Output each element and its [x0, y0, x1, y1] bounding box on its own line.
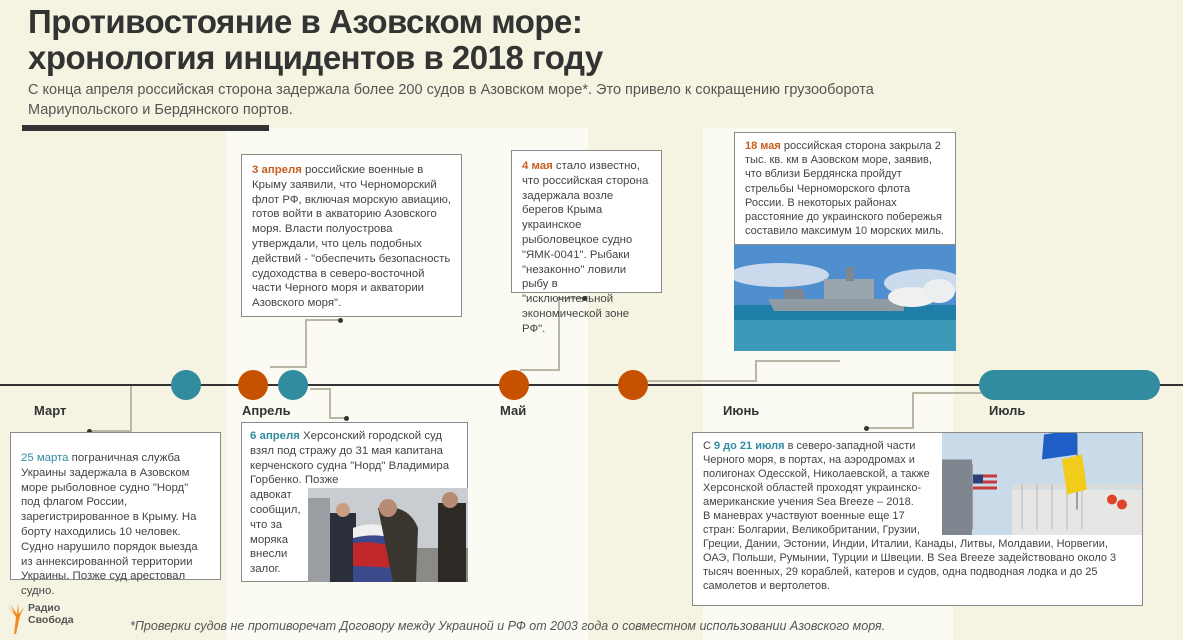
event-card-apr3: [241, 154, 462, 317]
event-marker-mar25[interactable]: [171, 370, 201, 400]
month-label-may: Май: [500, 403, 527, 418]
month-label-june: Июнь: [723, 403, 760, 418]
event-card-may18-text: [734, 132, 956, 245]
connector: [270, 366, 307, 368]
event-marker-apr3[interactable]: [238, 370, 268, 400]
connector: [913, 392, 981, 394]
event-text: в северо-западной части Черного моря, в портах, на аэродромах и полигонах Одесской, Николаевской, а также Херсонской областей проходят украинско-американские учения Sea Breeze – 2018.: [703, 440, 930, 508]
subtitle: С конца апреля российская сторона задержала более 200 судов в Азовском море*. Это привело к сокращению грузооборота Мариупольского и Бердянского портов.: [28, 82, 874, 118]
title-underline: [22, 125, 269, 131]
event-text: российские военные в Крыму заявили, что Черноморский флот РФ, включая морскую авиацию, готов войти в акваторию Азовского моря. Власти полуострова утверждали, что цель подобных действий - "обеспечить безопасность судоходства в северо-восточной части Черного моря и акватории Азовского моря".: [252, 164, 451, 310]
month-label-march: Март: [34, 403, 67, 418]
pin: [344, 416, 349, 421]
event-text-continued: адвокат сообщил, что за моряка внесли залог.: [250, 489, 301, 576]
title-line-2: хронология инцидентов в 2018 году: [28, 39, 603, 76]
footnote: *Проверки судов не противоречат Договору между Украиной и РФ от 2003 года о совместном использовании Азовского моря.: [130, 619, 886, 633]
court-photo: [308, 488, 468, 582]
title-line-1: Противостояние в Азовском море:: [28, 3, 583, 40]
event-date: 18 мая: [745, 140, 781, 152]
connector: [130, 384, 132, 432]
connector: [305, 319, 307, 368]
connector: [645, 380, 757, 382]
event-date: 9 до 21 июля: [714, 440, 785, 452]
court-image: [308, 488, 468, 582]
event-date: 25 марта: [21, 452, 69, 464]
event-card-may18: [734, 132, 956, 351]
radio-svoboda-logo: [6, 602, 74, 638]
event-prefix: С: [703, 440, 714, 452]
warship-image: [734, 245, 956, 351]
connector: [329, 417, 345, 419]
event-date: 6 апреля: [250, 430, 300, 442]
warship-photo: [734, 245, 956, 351]
event-text: стало известно, что российская сторона задержала возле берегов Крыма украинское рыболовецкое судно "ЯМК-0041". Рыбаки "незаконно" ловили рыбу в "исключительной экономической зоне РФ".: [522, 160, 649, 335]
event-card-mar25: [10, 432, 221, 598]
connector: [310, 388, 330, 390]
connector: [912, 392, 914, 429]
page-title: [28, 4, 603, 76]
event-text-continued: В маневрах участвуют военные еще 17 стран: Болгарии, Великобритании, Грузии, Греции, Дании, Эстонии, Индии, Италии, Канады, Литвы, Молдавии, Норвегии, ОАЭ, Польши, Румынии, Турции и Швеции. В Sea Breeze задействовано около 3 тысяч военных, 29 кораблей, катеров и судов, одна подводная лодка и до 25 самолетов и вертолетов.: [703, 510, 1117, 592]
event-text: российская сторона закрыла 2 тыс. кв. км в Азовском море, заявив, что вблизи Бердянска пройдут стрельбы Черноморского флота России. В некоторых районах расстояние до украинского побережья составило максимум 10 морских миль.: [745, 140, 944, 238]
connector: [305, 319, 340, 321]
event-marker-may18[interactable]: [618, 370, 648, 400]
event-text: пограничная служба Украины задержала в Азовском море рыболовное судно "Норд" под флагом России, зарегистрированное в Крыму. На борту находились 10 человек. Судно нарушило порядок выезда из аннексированной территории Украины. Позже суд арестовал судно.: [21, 452, 198, 598]
logo-icon: [6, 602, 26, 634]
event-date: 4 мая: [522, 160, 553, 172]
event-text: Херсонский городской суд взял под стражу до 31 мая капитана керченского судна "Норд" Владимира Горбенко. Позже: [250, 430, 450, 487]
sea-breeze-image: [942, 433, 1142, 535]
month-label-april: Апрель: [242, 403, 291, 418]
sea-breeze-photo: [942, 433, 1142, 535]
connector: [520, 369, 560, 371]
logo-line-1: Радио: [28, 602, 61, 614]
event-marker-apr6[interactable]: [278, 370, 308, 400]
connector: [755, 360, 757, 382]
logo-line-2: Свобода: [28, 614, 74, 626]
event-card-may4: [511, 150, 662, 335]
connector: [755, 360, 840, 362]
pin: [338, 318, 343, 323]
connector: [329, 388, 331, 419]
event-marker-jul9-21[interactable]: [979, 370, 1160, 400]
event-date: 3 апреля: [252, 164, 302, 176]
month-label-july: Июль: [989, 403, 1026, 418]
event-marker-may4[interactable]: [499, 370, 529, 400]
pin: [864, 426, 869, 431]
connector: [866, 427, 914, 429]
event-card-jul9-21: [692, 432, 1143, 606]
